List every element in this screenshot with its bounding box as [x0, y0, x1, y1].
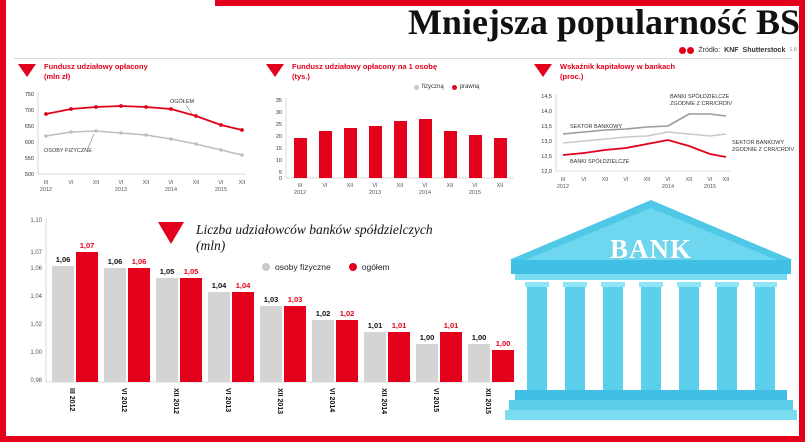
svg-text:2015: 2015	[468, 190, 482, 196]
svg-text:0,98: 0,98	[30, 378, 42, 384]
chart-wskaznik-kapitalowy	[530, 62, 794, 190]
svg-text:1,07: 1,07	[30, 250, 42, 256]
svg-text:XII 2013: XII 2013	[276, 388, 283, 415]
svg-text:1,00: 1,00	[495, 339, 511, 348]
header-divider	[14, 58, 792, 59]
svg-text:III: III	[297, 183, 303, 189]
legend-item-fizyczna	[414, 84, 444, 90]
svg-text:XII: XII	[643, 177, 651, 183]
svg-text:2012: 2012	[39, 187, 53, 192]
svg-text:12,5: 12,5	[541, 154, 552, 160]
chart-fundusz-udzialowy	[14, 62, 254, 190]
legend-dot-gray-icon	[414, 85, 419, 90]
chart-3-annotation-bs: BANKI SPÓŁDZIELCZE	[570, 159, 630, 165]
svg-text:XII: XII	[92, 180, 100, 186]
svg-text:25: 25	[275, 122, 282, 128]
bank-label: BANK	[609, 234, 692, 264]
chart-1-title-text: Fundusz udziałowy opłacony	[44, 62, 148, 71]
source-name: KNF	[724, 46, 739, 54]
svg-text:5: 5	[278, 170, 282, 176]
svg-text:XII: XII	[601, 177, 609, 183]
credit-name: Shutterstock	[742, 46, 786, 54]
arrow-down-icon-3	[534, 64, 552, 77]
chart-2-title-text: Fundusz udziałowy opłacony na 1 osobę	[292, 62, 438, 71]
svg-text:2012: 2012	[293, 190, 307, 196]
svg-text:13,5: 13,5	[541, 124, 552, 130]
svg-text:VI: VI	[472, 183, 478, 189]
chart-2-subtitle-text: (tys.)	[292, 72, 310, 81]
svg-text:2013: 2013	[114, 187, 128, 192]
chart-3-title-text: Wskaźnik kapitałowy w bankach	[560, 62, 676, 71]
legend-label-prawna: prawną	[459, 84, 480, 90]
svg-text:XII 2015: XII 2015	[484, 388, 491, 415]
svg-text:600: 600	[24, 140, 34, 146]
svg-text:1,10: 1,10	[30, 218, 42, 224]
svg-text:1,04: 1,04	[235, 281, 251, 290]
svg-text:VI: VI	[372, 183, 378, 189]
svg-text:VI: VI	[707, 177, 713, 183]
svg-text:1,01: 1,01	[367, 321, 383, 330]
svg-text:XII: XII	[238, 180, 246, 186]
svg-text:VI: VI	[581, 177, 587, 183]
chart-3-subtitle-text: (proc.)	[560, 72, 584, 81]
chart-3-annotation-bs-crr-2: ZGODNIE Z CRR/CRDIV	[670, 101, 733, 107]
svg-text:15: 15	[275, 146, 282, 152]
svg-text:XII 2012: XII 2012	[172, 388, 179, 415]
svg-text:14,5: 14,5	[541, 94, 552, 100]
chart-2-svg	[262, 94, 522, 198]
svg-text:XII: XII	[685, 177, 693, 183]
svg-text:1,01: 1,01	[443, 321, 459, 330]
svg-text:1,05: 1,05	[183, 267, 199, 276]
frame-edge-bottom	[0, 436, 805, 442]
svg-text:2015: 2015	[703, 184, 717, 190]
svg-text:1,03: 1,03	[263, 295, 279, 304]
svg-text:VI: VI	[322, 183, 328, 189]
chart-1-title	[44, 62, 244, 82]
svg-text:1,06: 1,06	[107, 257, 123, 266]
svg-text:XII: XII	[722, 177, 730, 183]
chart-3-annotation-sektor: SEKTOR BANKOWY	[570, 124, 623, 130]
svg-text:VI 2014: VI 2014	[328, 388, 335, 413]
svg-text:1,05: 1,05	[159, 267, 175, 276]
legend-label-ogolem: ogółem	[361, 262, 390, 272]
svg-text:35: 35	[275, 98, 282, 104]
svg-text:VI: VI	[665, 177, 671, 183]
arrow-down-icon-2	[266, 64, 284, 77]
svg-text:III 2012: III 2012	[68, 388, 75, 412]
chart-1-subtitle-text: (mln zł)	[44, 72, 71, 81]
svg-text:VI: VI	[68, 180, 74, 186]
svg-text:XII: XII	[446, 183, 454, 189]
chart-1-svg	[14, 84, 254, 192]
page-title: Mniejsza popularność BS	[407, 2, 800, 42]
source-dot-icon	[679, 47, 686, 54]
legend-label-fizyczna: fizyczną	[422, 84, 444, 90]
credit-suffix: 1.6	[789, 47, 797, 53]
svg-text:13,0: 13,0	[541, 139, 552, 145]
svg-text:10: 10	[275, 158, 282, 164]
svg-text:XII 2014: XII 2014	[380, 388, 387, 415]
svg-text:1,02: 1,02	[315, 309, 331, 318]
chart-3-title	[560, 62, 760, 82]
svg-text:1,04: 1,04	[211, 281, 227, 290]
chart-1-annotation-ogolem: OGÓŁEM	[170, 99, 195, 105]
svg-text:VI: VI	[422, 183, 428, 189]
svg-text:1,07: 1,07	[79, 241, 95, 250]
svg-text:1,06: 1,06	[30, 266, 42, 272]
chart-2-legend	[414, 84, 479, 90]
bank-illustration	[505, 198, 797, 436]
svg-text:1,02: 1,02	[339, 309, 355, 318]
svg-text:1,00: 1,00	[30, 350, 42, 356]
arrow-down-icon-1	[18, 64, 36, 77]
chart-3-annotation-bs-crr: BANKI SPÓŁDZIELCZE	[670, 94, 730, 100]
frame-edge-top-gap	[0, 0, 215, 6]
source-dot-icon-2	[687, 47, 694, 54]
svg-text:2012: 2012	[556, 184, 570, 190]
svg-text:500: 500	[24, 172, 34, 178]
svg-text:1,06: 1,06	[55, 255, 71, 264]
svg-text:1,01: 1,01	[391, 321, 407, 330]
svg-text:750: 750	[24, 92, 34, 98]
chart-4-subtitle-text: (mln)	[196, 238, 226, 253]
source-credit	[679, 44, 797, 56]
svg-text:XII: XII	[142, 180, 150, 186]
source-prefix: Źródło:	[698, 46, 721, 54]
svg-text:VI 2012: VI 2012	[120, 388, 127, 413]
svg-text:XII: XII	[496, 183, 504, 189]
legend-dot-red-icon	[452, 85, 457, 90]
svg-text:2014: 2014	[418, 190, 432, 196]
chart-4-svg	[8, 212, 520, 434]
chart-3-annotation-sektor-crr-2: ZGODNIE Z CRR/CRDIV	[732, 147, 794, 153]
svg-text:III: III	[43, 180, 49, 186]
svg-text:XII: XII	[346, 183, 354, 189]
svg-text:2014: 2014	[164, 187, 178, 192]
svg-text:1,04: 1,04	[30, 294, 42, 300]
svg-text:1,00: 1,00	[471, 333, 487, 342]
svg-text:VI: VI	[118, 180, 124, 186]
svg-text:VI 2013: VI 2013	[224, 388, 231, 413]
svg-text:XII: XII	[192, 180, 200, 186]
chart-3-svg	[530, 84, 794, 192]
svg-text:VI: VI	[623, 177, 629, 183]
svg-text:2013: 2013	[368, 190, 382, 196]
legend-item-prawna	[452, 84, 480, 90]
svg-text:0: 0	[278, 176, 282, 182]
svg-text:12,0: 12,0	[541, 169, 552, 175]
svg-text:III: III	[560, 177, 566, 183]
svg-text:650: 650	[24, 124, 34, 130]
svg-text:550: 550	[24, 156, 34, 162]
svg-text:30: 30	[275, 110, 282, 116]
svg-text:700: 700	[24, 108, 34, 114]
chart-2-title	[292, 62, 512, 82]
svg-text:1,02: 1,02	[30, 322, 42, 328]
svg-text:1,00: 1,00	[419, 333, 435, 342]
chart-fundusz-na-osobe	[262, 62, 522, 196]
svg-text:1,03: 1,03	[287, 295, 303, 304]
svg-text:VI: VI	[168, 180, 174, 186]
svg-text:VI 2015: VI 2015	[432, 388, 439, 413]
svg-text:1,06: 1,06	[131, 257, 147, 266]
chart-1-annotation-osoby: OSOBY FIZYCZNE	[44, 148, 92, 154]
frame-edge-left	[0, 0, 6, 442]
legend-label-osoby-fizyczne: osoby fizyczne	[275, 262, 331, 272]
svg-text:2015: 2015	[214, 187, 228, 192]
svg-text:VI: VI	[218, 180, 224, 186]
svg-text:XII: XII	[396, 183, 404, 189]
svg-text:2014: 2014	[661, 184, 675, 190]
svg-text:20: 20	[275, 134, 282, 140]
frame-edge-right	[799, 0, 805, 442]
chart-4-title-text: Liczba udziałowców banków spółdzielczych	[196, 222, 433, 237]
svg-text:14,0: 14,0	[541, 109, 552, 115]
chart-3-annotation-sektor-crr: SEKTOR BANKOWY	[732, 140, 785, 146]
